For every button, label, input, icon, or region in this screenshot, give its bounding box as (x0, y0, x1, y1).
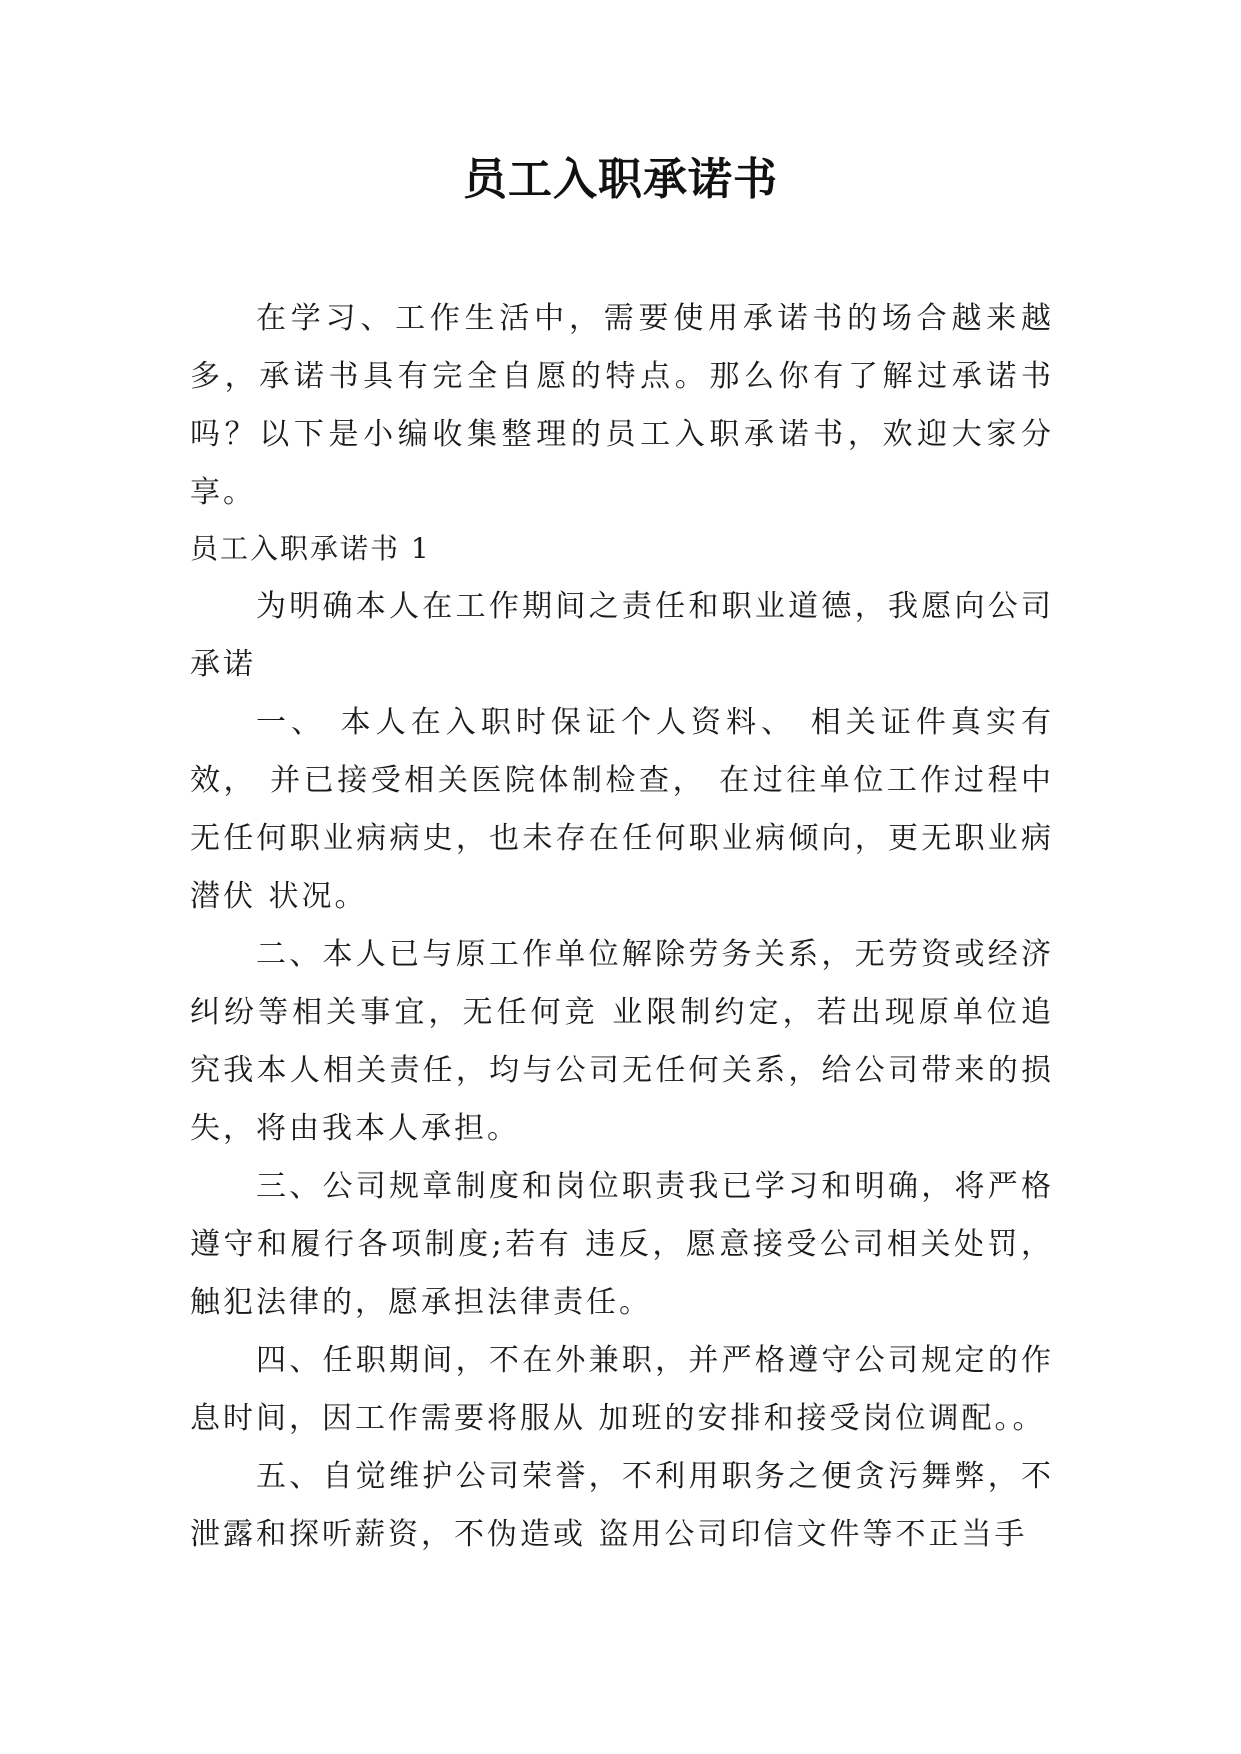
paragraph-clause-3: 三、公司规章制度和岗位职责我已学习和明确，将严格遵守和履行各项制度;若有 违反，愿意接受公司相关处罚，触犯法律的，愿承担法律责任。 (190, 1169, 1054, 1320)
paragraph-clause-1: 一、 本人在入职时保证个人资料、 相关证件真实有效， 并已接受相关医院体制检查， 在过往单位工作过程中无任何职业病病史，也未存在任何职业病倾向，更无职业病潜伏 状况。 (190, 705, 1054, 914)
paragraph-clause-4: 四、任职期间，不在外兼职，并严格遵守公司规定的作息时间，因工作需要将服从 加班的安排和接受岗位调配。。 (190, 1343, 1054, 1436)
commitment-body (190, 520, 1054, 1564)
section-heading: 员工入职承诺书 1 (190, 532, 431, 565)
paragraph-clause-2: 二、本人已与原工作单位解除劳务关系，无劳资或经济纠纷等相关事宜，无任何竞 业限制约定，若出现原单位追究我本人相关责任，均与公司无任何关系，给公司带来的损失，将由我本人承担。 (190, 937, 1054, 1146)
paragraph-preamble: 为明确本人在工作期间之责任和职业道德，我愿向公司承诺 (190, 589, 1054, 682)
document-title: 员工入职承诺书 (463, 154, 778, 205)
paragraph-clause-5: 五、自觉维护公司荣誉，不利用职务之便贪污舞弊，不泄露和探听薪资，不伪造或 盗用公司印信文件等不正当手 (190, 1459, 1054, 1552)
intro-block (190, 290, 1054, 522)
intro-paragraph: 在学习、工作生活中，需要使用承诺书的场合越来越多，承诺书具有完全自愿的特点。那么你有了解过承诺书吗？以下是小编收集整理的员工入职承诺书，欢迎大家分享。 (190, 301, 1054, 510)
